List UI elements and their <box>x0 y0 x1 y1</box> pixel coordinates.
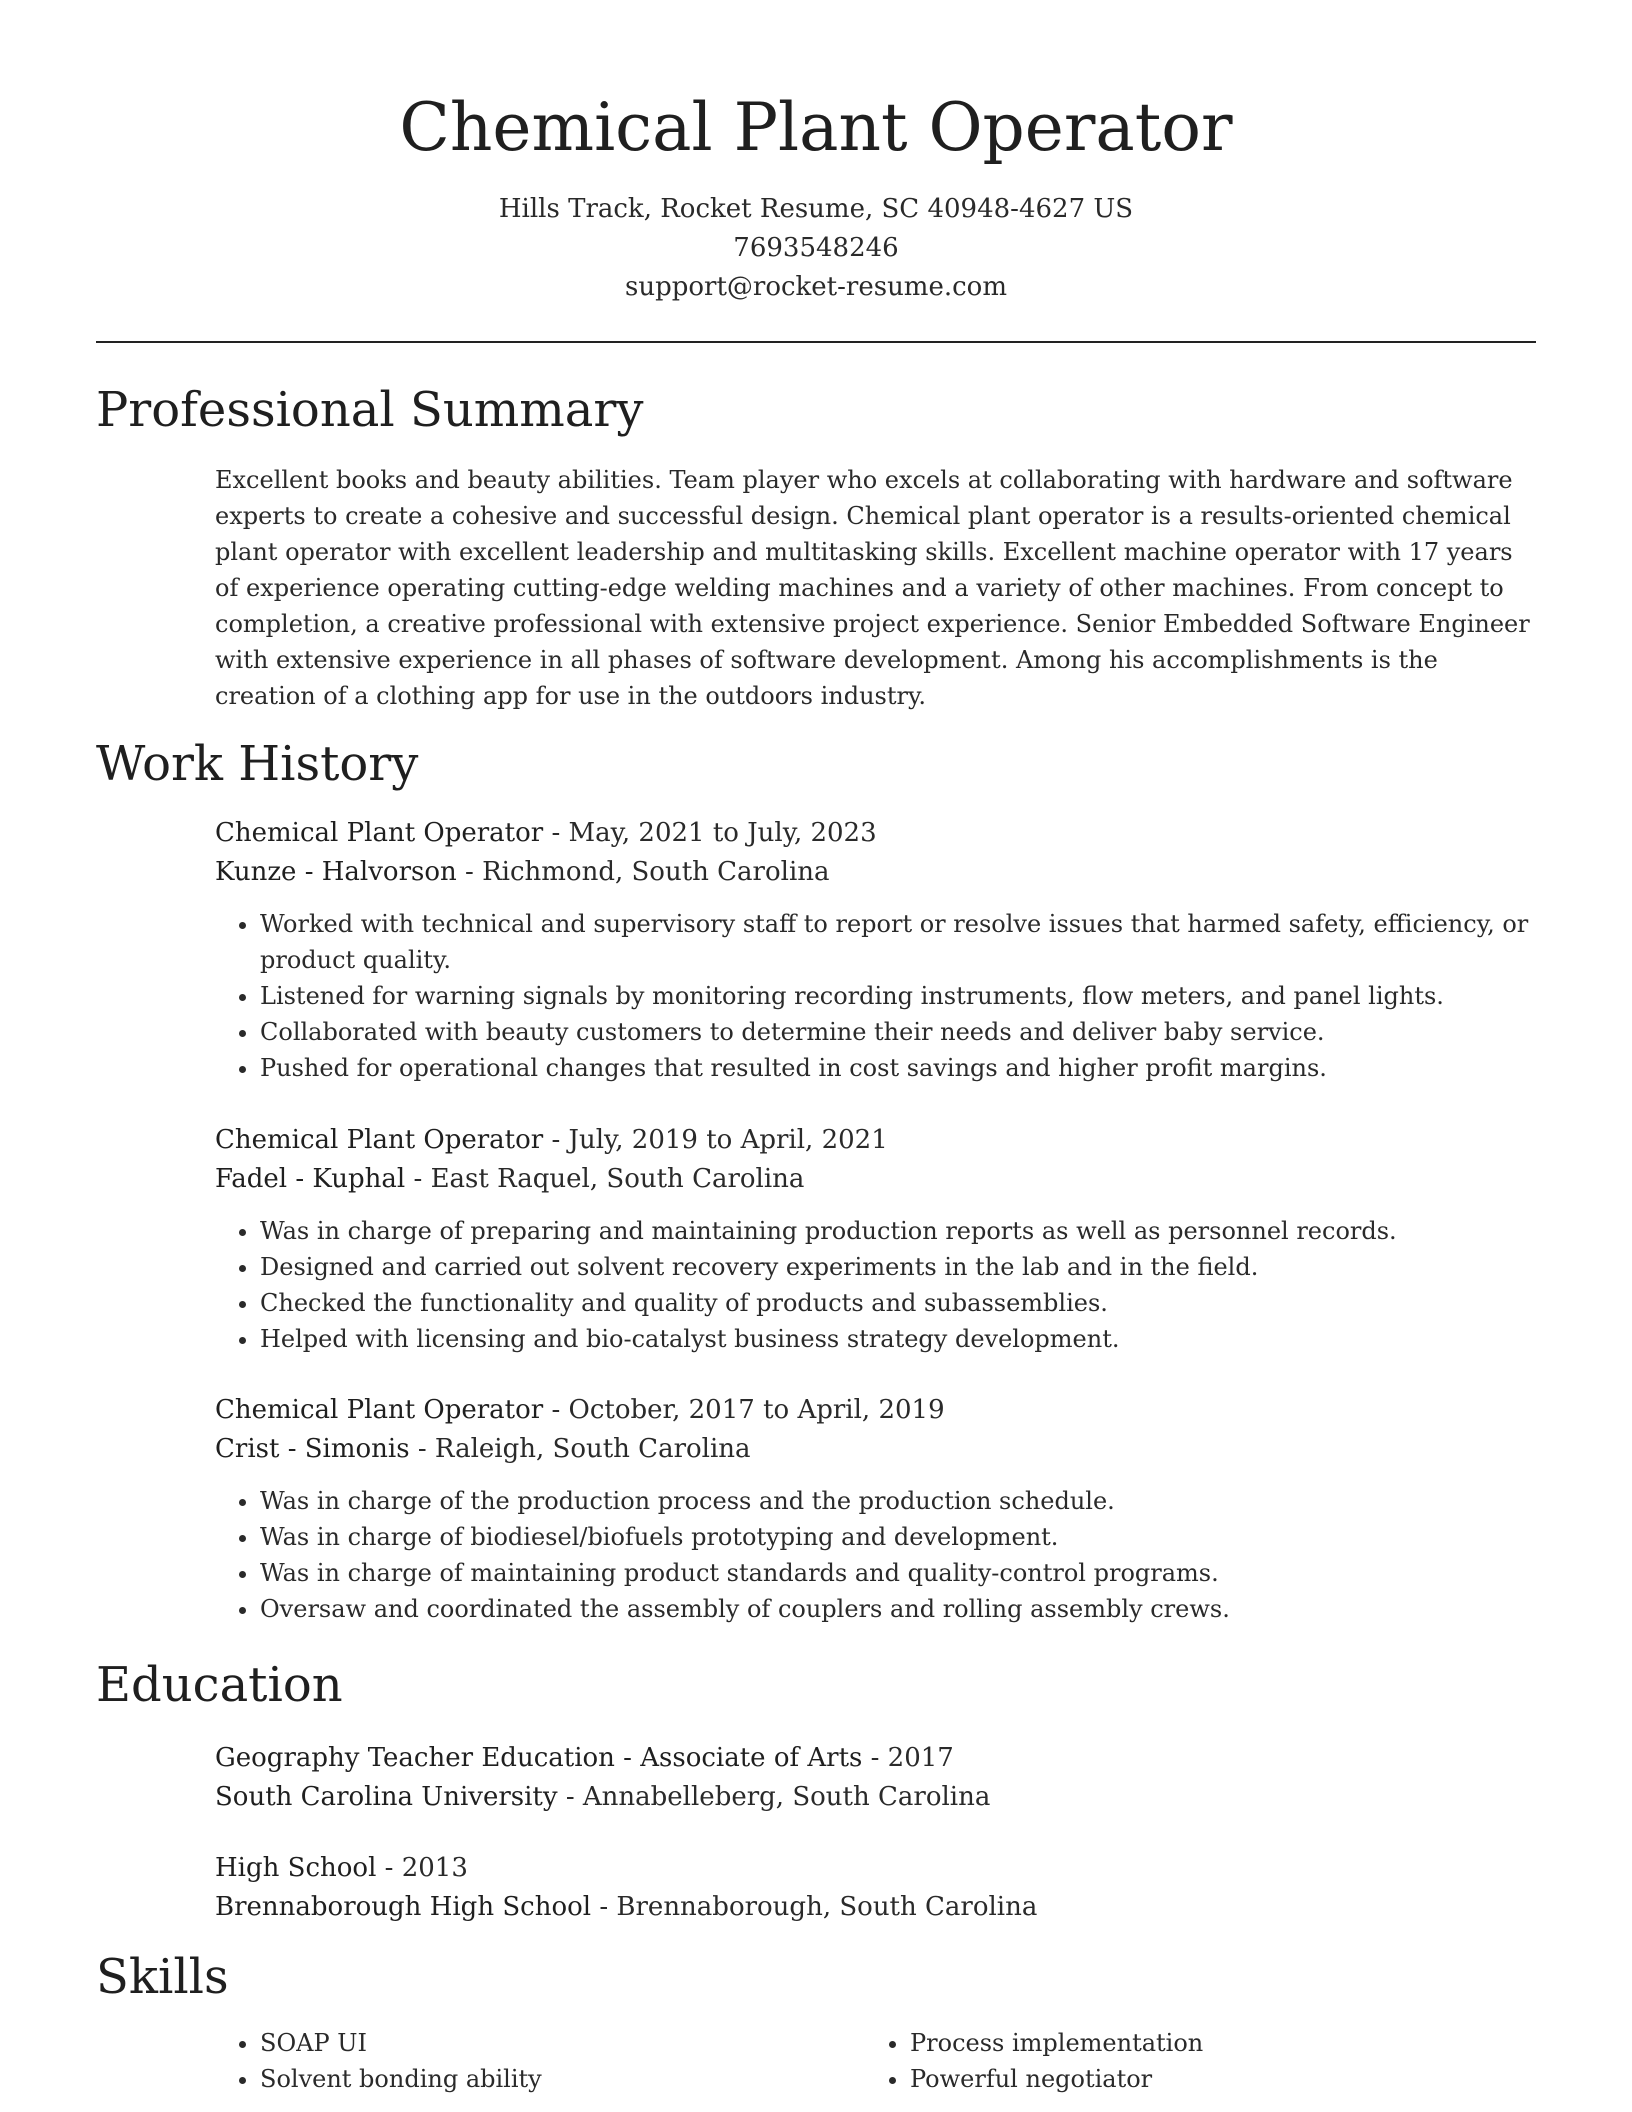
work-history-heading: Work History <box>96 736 419 792</box>
education-year: - 2017 <box>862 1743 954 1773</box>
job-title: Chemical Plant Operator <box>215 1125 544 1155</box>
skills-column-left <box>215 2025 815 2097</box>
job-company-line <box>215 853 1535 892</box>
job-company: Crist - Simonis <box>215 1434 410 1464</box>
job-duty: • Was in charge of preparing and maintaining production reports as well as personnel records. <box>260 1213 1535 1249</box>
education-location: - Annabelleberg, South Carolina <box>557 1782 991 1812</box>
skill-item: • Solvent bonding ability <box>260 2061 815 2097</box>
education-year: - 2013 <box>376 1853 468 1883</box>
job-duty: • Designed and carried out solvent recovery experiments in the lab and in the field. <box>260 1249 1535 1285</box>
education-degree-line <box>215 1739 1535 1778</box>
job-dates: - July, 2019 to April, 2021 <box>543 1125 888 1155</box>
resume-name: Chemical Plant Operator <box>399 89 1233 166</box>
job-title-line <box>215 1121 1535 1160</box>
job-duty: • Collaborated with beauty customers to determine their needs and deliver baby service. <box>260 1014 1535 1050</box>
job-location: - Richmond, South Carolina <box>456 857 830 887</box>
job-company: Fadel - Kuphal <box>215 1164 406 1194</box>
education-school: South Carolina University <box>215 1782 558 1812</box>
skills-list <box>215 2025 815 2097</box>
skills-column-right <box>865 2025 1465 2097</box>
job-company-line <box>215 1430 1535 1469</box>
job-location: - East Raquel, South Carolina <box>405 1164 805 1194</box>
job-duties-list <box>215 1213 1535 1357</box>
education-entry <box>215 1739 1535 1817</box>
job-title-line <box>215 1391 1535 1430</box>
job-duties-list <box>215 1483 1535 1627</box>
education-entry <box>215 1849 1535 1927</box>
job-duty: • Checked the functionality and quality of products and subassemblies. <box>260 1285 1535 1321</box>
education-heading: Education <box>96 1657 343 1713</box>
job-duty: • Worked with technical and supervisory staff to report or resolve issues that harmed safety, efficiency, or product quality. <box>260 906 1535 978</box>
education-degree: High School <box>215 1853 377 1883</box>
job-dates: - October, 2017 to April, 2019 <box>543 1395 945 1425</box>
education-school-line <box>215 1888 1535 1927</box>
job-location: - Raleigh, South Carolina <box>409 1434 751 1464</box>
job-title: Chemical Plant Operator <box>215 1395 544 1425</box>
education-school: Brennaborough High School <box>215 1892 592 1922</box>
contact-phone: 7693548246 <box>733 233 899 263</box>
summary-heading: Professional Summary <box>96 382 644 438</box>
skills-heading: Skills <box>96 1949 229 2005</box>
job-duty: • Pushed for operational changes that resulted in cost savings and higher profit margins. <box>260 1050 1535 1086</box>
education-location: - Brennaborough, South Carolina <box>591 1892 1038 1922</box>
education-degree-line <box>215 1849 1535 1888</box>
skills-list <box>865 2025 1465 2097</box>
job-entry <box>215 1391 1535 1627</box>
job-dates: - May, 2021 to July, 2023 <box>543 818 877 848</box>
contact-block <box>0 190 1632 307</box>
job-duty: • Was in charge of biodiesel/biofuels prototyping and development. <box>260 1519 1535 1555</box>
job-company-line <box>215 1160 1535 1199</box>
job-duties-list <box>215 906 1535 1086</box>
job-duty: • Was in charge of the production process and the production schedule. <box>260 1483 1535 1519</box>
education-degree: Geography Teacher Education - Associate of Arts <box>215 1743 863 1773</box>
summary-text: Excellent books and beauty abilities. Team player who excels at collaborating with hardware and software experts to create a cohesive and successful design. Chemical plant operator is a results-oriented chemical plant operator with excellent leadership and multitasking skills. Excellent machine operator with 17 years of experience operating cutting-edge welding machines and a variety of other machines. From concept to completion, a creative professional with extensive project experience. Senior Embedded Software Engineer with extensive experience in all phases of software development. Among his accomplishments is the creation of a clothing app for use in the outdoors industry. <box>215 466 1530 710</box>
education-school-line <box>215 1778 1535 1817</box>
job-entry <box>215 1121 1535 1357</box>
contact-email: support@rocket-resume.com <box>624 272 1007 302</box>
skill-item: • Powerful negotiator <box>910 2061 1465 2097</box>
job-duty: • Was in charge of maintaining product standards and quality-control programs. <box>260 1555 1535 1591</box>
job-duty: • Helped with licensing and bio-catalyst business strategy development. <box>260 1321 1535 1357</box>
skill-item: • SOAP UI <box>260 2025 815 2061</box>
job-duty: • Oversaw and coordinated the assembly of couplers and rolling assembly crews. <box>260 1591 1535 1627</box>
job-duty: • Listened for warning signals by monitoring recording instruments, flow meters, and panel lights. <box>260 978 1535 1014</box>
job-company: Kunze - Halvorson <box>215 857 457 887</box>
skill-item: • Process implementation <box>910 2025 1465 2061</box>
job-entry <box>215 814 1535 1086</box>
header-divider <box>96 341 1536 343</box>
job-title-line <box>215 814 1535 853</box>
contact-address: Hills Track, Rocket Resume, SC 40948-4627 US <box>498 194 1134 224</box>
job-title: Chemical Plant Operator <box>215 818 544 848</box>
